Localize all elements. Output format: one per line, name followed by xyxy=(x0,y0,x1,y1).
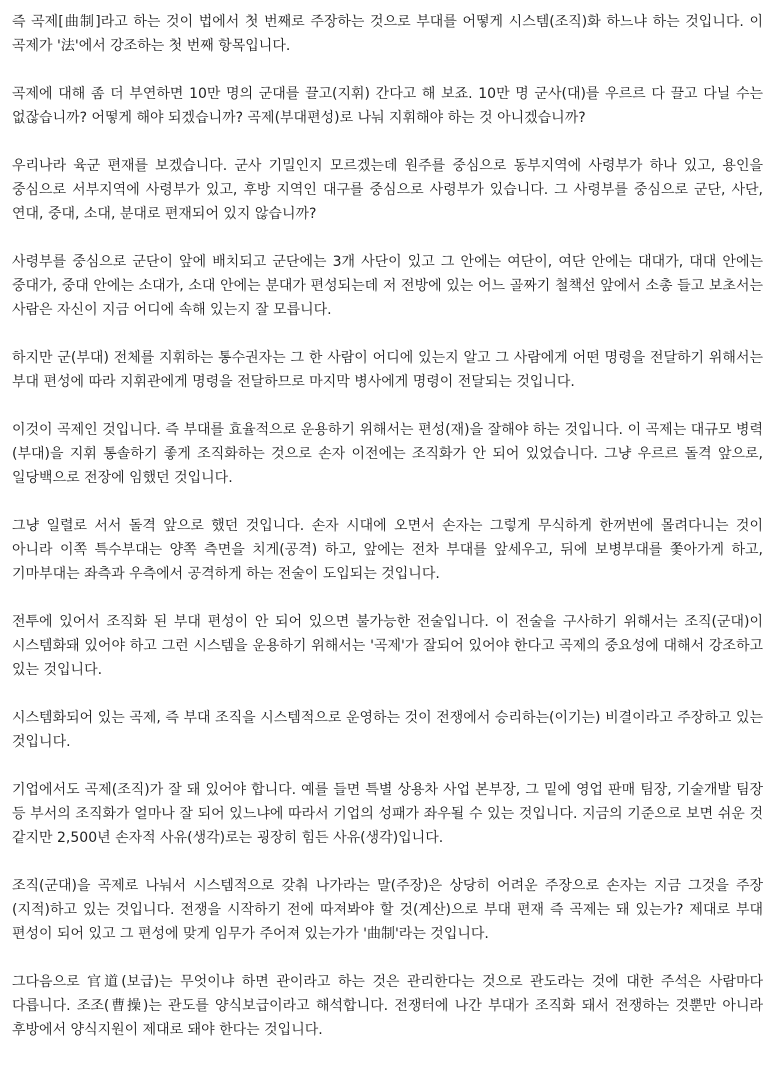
paragraph-9: 시스템화되어 있는 곡제, 즉 부대 조직을 시스템적으로 운영하는 것이 전쟁에서 승리하는(이기는) 비결이라고 주장하고 있는 것입니다. xyxy=(12,710,763,750)
paragraph-12: 그다음으로 官道(보급)는 무엇이냐 하면 관이라고 하는 것은 관리한다는 것으로 관도라는 것에 대한 주석은 사람마다 다릅니다. 조조(曹操)는 관도를 양식보급이라고 해석합니다. 전쟁터에 나간 부대가 조직화 돼서 전쟁하는 것뿐만 아니라 후방에서 양식지원이 제대로 돼야 한다는 것입니다. xyxy=(12,974,763,1038)
paragraph-5: 하지만 군(부대) 전체를 지휘하는 통수권자는 그 한 사람이 어디에 있는지 알고 그 사람에게 어떤 명령을 전달하기 위해서는 부대 편성에 따라 지휘관에게 명령을 전달하므로 마지막 병사에게 명령이 전달되는 것입니다. xyxy=(12,350,763,390)
paragraph-8: 전투에 있어서 조직화 된 부대 편성이 안 되어 있으면 불가능한 전술입니다. 이 전술을 구사하기 위해서는 조직(군대)이 시스템화돼 있어야 하고 그런 시스템을 운용하기 위해서는 '곡제'가 잘되어 있어야 한다고 곡제의 중요성에 대해서 강조하고 있는 것입니다. xyxy=(12,614,763,678)
article-body xyxy=(12,10,763,1066)
paragraph-11: 조직(군대)을 곡제로 나눠서 시스템적으로 갖춰 나가라는 말(주장)은 상당히 어려운 주장으로 손자는 지금 그것을 주장(지적)하고 있는 것입니다. 전쟁을 시작하기 전에 따져봐야 할 것(계산)으로 부대 편재 즉 곡제는 돼 있는가? 제대로 부대 편성이 되어 있고 그 편성에 맞게 임무가 주어져 있는가가 '曲制'라는 것입니다. xyxy=(12,878,763,942)
paragraph-2: 곡제에 대해 좀 더 부연하면 10만 명의 군대를 끌고(지휘) 간다고 해 보죠. 10만 명 군사(대)를 우르르 다 끌고 다닐 수는 없잖습니까? 어떻게 해야 되겠습니까? 곡제(부대편성)로 나눠 지휘해야 하는 것 아니겠습니까? xyxy=(12,86,763,126)
paragraph-10: 기업에서도 곡제(조직)가 잘 돼 있어야 합니다. 예를 들면 특별 상용차 사업 본부장, 그 밑에 영업 판매 팀장, 기술개발 팀장 등 부서의 조직화가 얼마나 잘 되어 있느냐에 따라서 기업의 성패가 좌우될 수 있는 것입니다. 지금의 기준으로 보면 쉬운 것 같지만 2,500년 손자적 사유(생각)로는 굉장히 힘든 사유(생각)입니다. xyxy=(12,782,763,846)
paragraph-6: 이것이 곡제인 것입니다. 즉 부대를 효율적으로 운용하기 위해서는 편성(재)을 잘해야 하는 것입니다. 이 곡제는 대규모 병력(부대)을 지휘 통솔하기 좋게 조직화하는 것으로 손자 이전에는 조직화가 안 되어 있었습니다. 그냥 우르르 돌격 앞으로, 일당백으로 전장에 임했던 것입니다. xyxy=(12,422,763,486)
paragraph-1: 즉 곡제[曲制]라고 하는 것이 법에서 첫 번째로 주장하는 것으로 부대를 어떻게 시스템(조직)화 하느냐 하는 것입니다. 이 곡제가 '法'에서 강조하는 첫 번째 항목입니다. xyxy=(12,14,763,54)
paragraph-4: 사령부를 중심으로 군단이 앞에 배치되고 군단에는 3개 사단이 있고 그 안에는 여단이, 여단 안에는 대대가, 대대 안에는 중대가, 중대 안에는 소대가, 소대 안에는 분대가 편성되는데 저 전방에 있는 어느 골짜기 철책선 앞에서 소총 들고 보초서는 사람은 자신이 지금 어디에 속해 있는지 잘 모릅니다. xyxy=(12,254,763,318)
paragraph-3: 우리나라 육군 편재를 보겠습니다. 군사 기밀인지 모르겠는데 원주를 중심으로 동부지역에 사령부가 하나 있고, 용인을 중심으로 서부지역에 사령부가 있고, 후방 지역인 대구를 중심으로 사령부가 있습니다. 그 사령부를 중심으로 군단, 사단, 연대, 중대, 소대, 분대로 편재되어 있지 않습니까? xyxy=(12,158,763,222)
paragraph-7: 그냥 일렬로 서서 돌격 앞으로 했던 것입니다. 손자 시대에 오면서 손자는 그렇게 무식하게 한꺼번에 몰려다니는 것이 아니라 이쪽 특수부대는 양쪽 측면을 치게(공격) 하고, 앞에는 전차 부대를 앞세우고, 뒤에 보병부대를 쫓아가게 하고, 기마부대는 좌측과 우측에서 공격하게 하는 전술이 도입되는 것입니다. xyxy=(12,518,763,582)
